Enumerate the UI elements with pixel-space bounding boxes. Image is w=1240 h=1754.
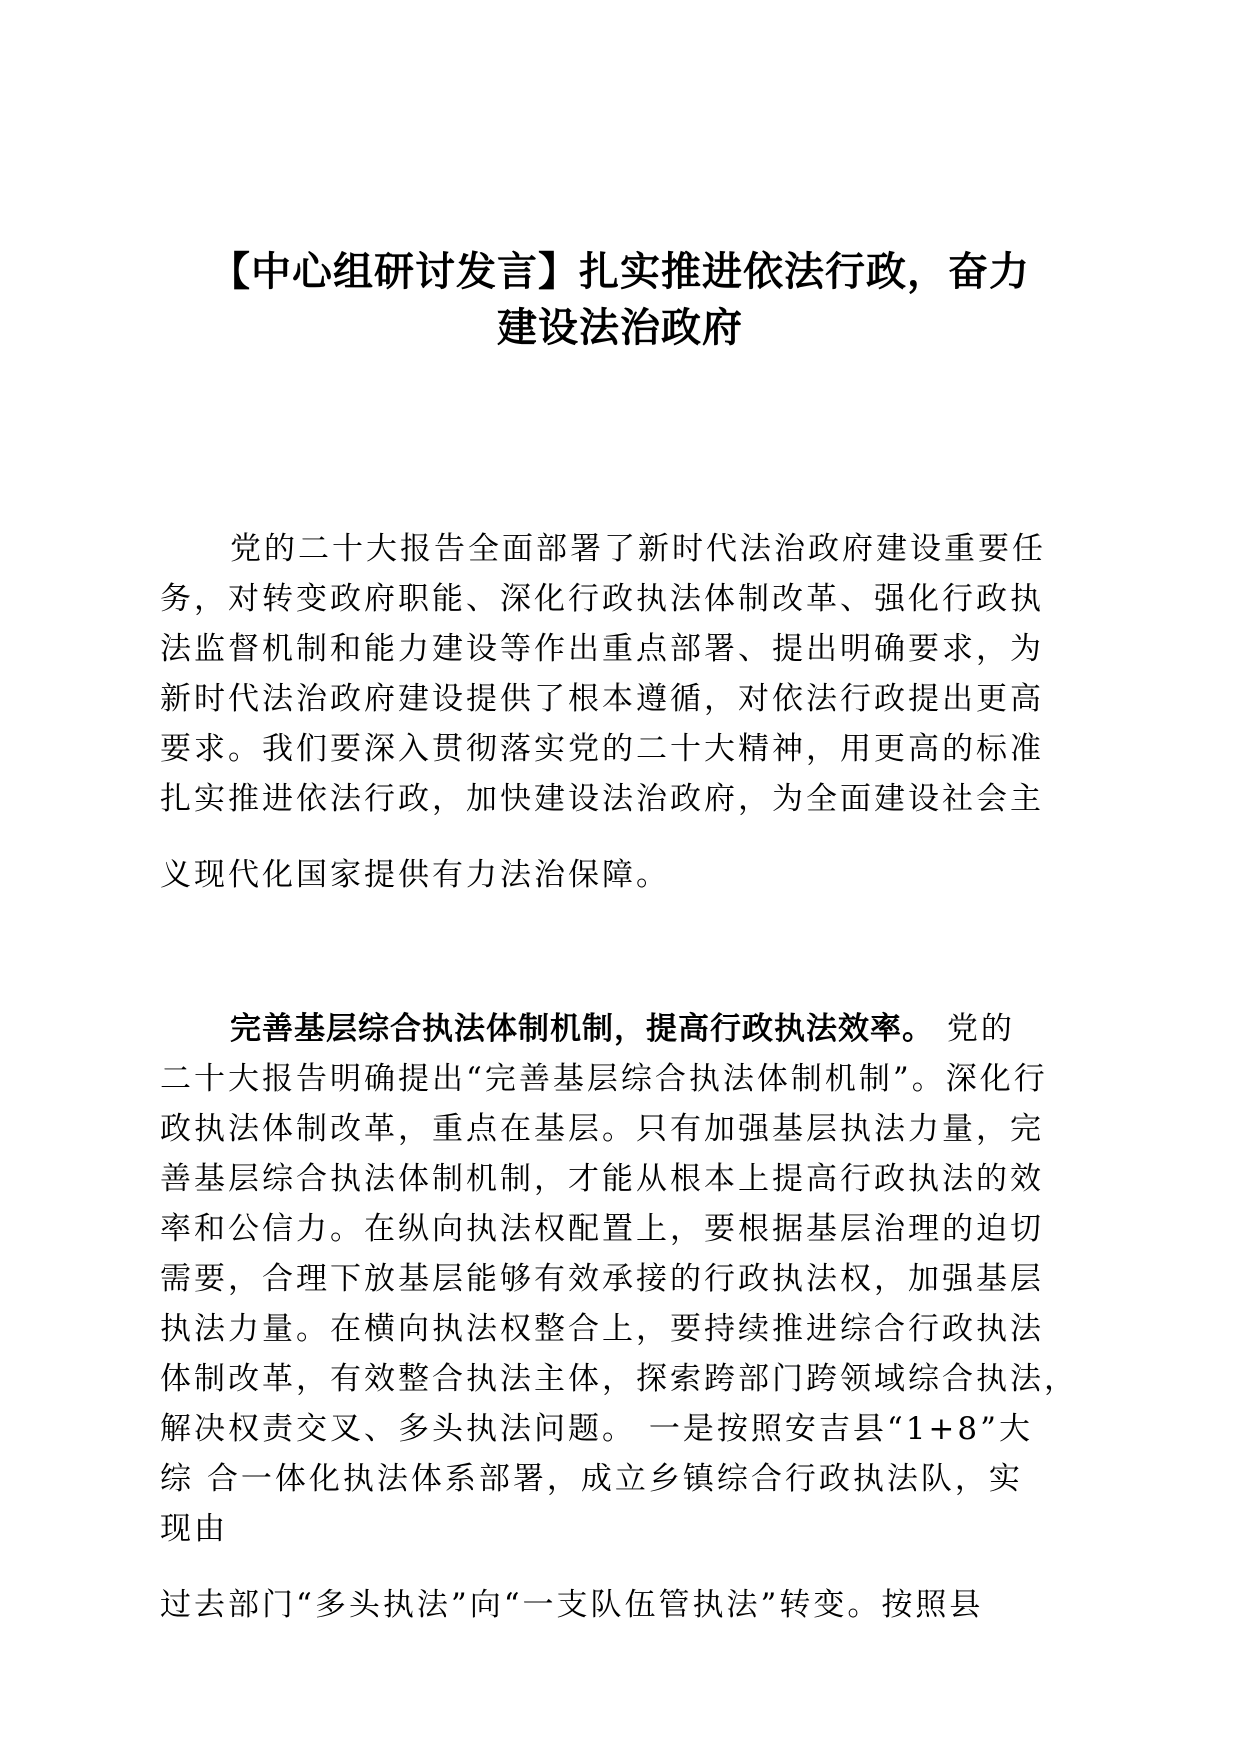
text-line: 需要，合理下放基层能够有效承接的行政执法权，加强基层	[160, 1261, 1044, 1297]
text-line: 解决权责交叉、多头执法问题。 一是按照安吉县“1+8”大	[160, 1411, 1033, 1447]
text-line: 二十大报告明确提出“完善基层综合执法体制机制”。深化行	[160, 1061, 1048, 1097]
text-line: 善基层综合执法体制机制，才能从根本上提高行政执法的效	[160, 1161, 1044, 1197]
intro-paragraph	[160, 524, 1080, 900]
text-line: 体制改革，有效整合执法主体，探索跨部门跨领域综合执法，	[160, 1361, 1078, 1397]
text-line: 务，对转变政府职能、深化行政执法体制改革、强化行政执	[160, 581, 1044, 617]
text-line: 执法力量。在横向执法权整合上，要持续推进综合行政执法	[160, 1311, 1044, 1347]
title-line: 【中心组研讨发言】扎实推进依法行政，奋力	[210, 249, 1030, 295]
section-paragraph	[160, 1004, 1080, 1630]
text-line: 党的二十大报告全面部署了新时代法治政府建设重要任	[230, 531, 1046, 567]
text-line	[160, 1004, 1080, 1054]
section-heading: 完善基层综合执法体制机制，提高行政执法效率。	[230, 1011, 934, 1047]
text-line: 扎实推进依法行政，加快建设法治政府，为全面建设社会主	[160, 781, 1044, 817]
text-fragment: 党的	[934, 1011, 1015, 1047]
text-line: 现由	[160, 1511, 228, 1547]
text-line: 过去部门“多头执法”向“一支队伍管执法”转变。按照县	[160, 1587, 984, 1623]
text-line: 政执法体制改革，重点在基层。只有加强基层执法力量，完	[160, 1111, 1044, 1147]
text-line: 要求。我们要深入贯彻落实党的二十大精神，用更高的标准	[160, 731, 1044, 767]
title-line: 建设法治政府	[497, 305, 743, 351]
text-line: 法监督机制和能力建设等作出重点部署、提出明确要求，为	[160, 631, 1044, 667]
text-line: 新时代法治政府建设提供了根本遵循，对依法行政提出更高	[160, 681, 1044, 717]
document-title	[150, 244, 1090, 356]
text-line: 综 合一体化执法体系部署，成立乡镇综合行政执法队，实	[160, 1461, 1023, 1497]
text-line: 率和公信力。在纵向执法权配置上，要根据基层治理的迫切	[160, 1211, 1044, 1247]
text-line: 义现代化国家提供有力法治保障。	[160, 857, 670, 893]
